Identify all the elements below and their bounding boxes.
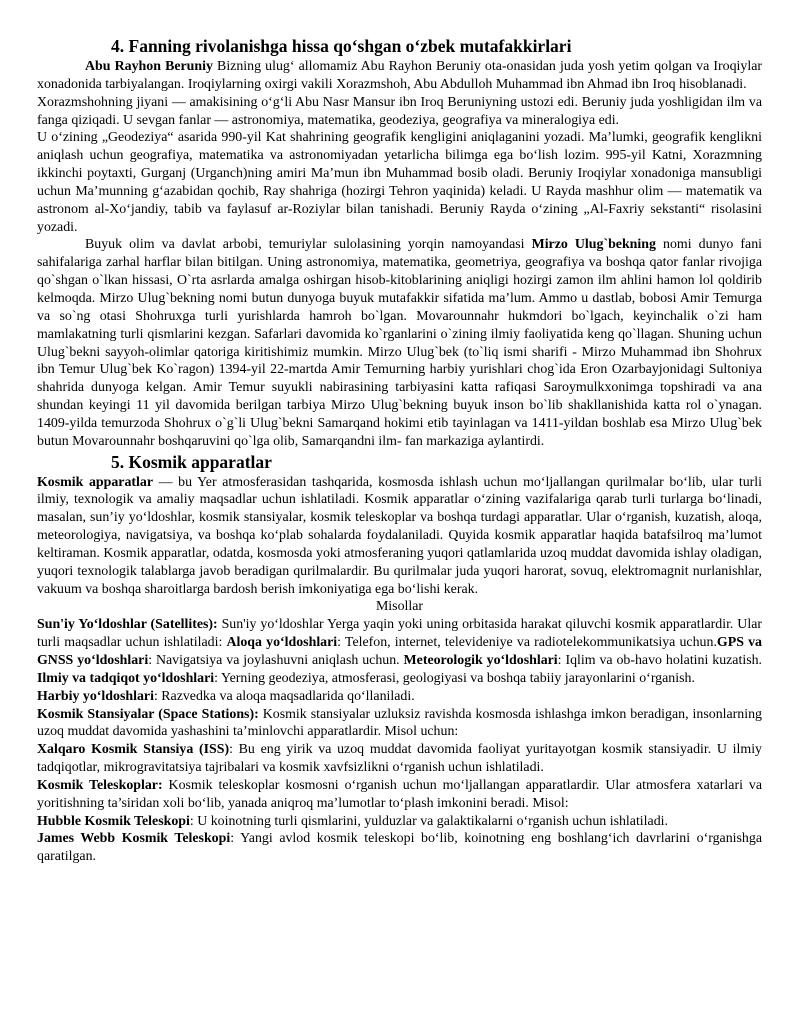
paragraph-james-webb bbox=[37, 830, 762, 866]
paragraph-iss bbox=[37, 741, 762, 777]
section-4-heading: 4. Fanning rivolanishga hissa qo‘shgan o‘zbek mutafakkirlari bbox=[111, 36, 572, 56]
paragraph-satellites bbox=[37, 616, 762, 687]
paragraph-ulugbek bbox=[37, 236, 762, 450]
paragraph-text: Kosmik teleskoplar kosmosni o‘rganish uchun mo‘ljallangan apparatlardir. Ular atmosfera xatarlari va yoritishning ta’siridan xoli bo‘lib, yanada aniqroq ma’lumotlar to‘plash imkonini beradi. Misol: bbox=[37, 777, 762, 811]
bold-term: James Webb Kosmik Teleskopi bbox=[37, 831, 231, 847]
bold-term: Aloqa yo‘ldoshlari bbox=[226, 635, 338, 651]
paragraph-text: Buyuk olim va davlat arbobi, temuriylar sulolasining yorqin namoyandasi bbox=[85, 237, 532, 253]
paragraph-space-telescopes bbox=[37, 777, 762, 813]
paragraph-text: — bu Yer atmosferasidan tashqarida, kosmosda ishlash uchun mo‘ljallangan qurilmalar bo‘lib, ular turli ilmiy, texnologik va amaliy maqsadlar uchun ishlatiladi. Kosmik apparatlar o‘zining vazifalariga qarab turli turlarga bo‘linadi, masalan, sun’iy yo‘ldoshlar, kosmik stansiyalar, kosmik teleskoplar va boshqa turdagi apparatlar. Ular o‘rganish, kuzatish, aloqa, meteorologiya, navigatsiya, va boshqa ko‘plab sohalarda foydalaniladi. Quyida kosmik apparatlar haqida batafsilroq ma’lumot keltiraman. Kosmik apparatlar, odatda, kosmosda yoki atmosferaning yuqori qatlamlarida uzoq muddat davomida ishlay oladigan, yuqori texnologik talablarga javob beradigan qurilmalardir. Bu qurilmalar juda yuqori harorat, sovuq, elektromagnit nurlanishlar, vakuum va boshqa sharoitlarga bardosh berish imkoniyatiga ega bo‘lishi kerak. bbox=[37, 474, 762, 597]
bold-term: Kosmik Teleskoplar: bbox=[37, 777, 163, 793]
paragraph-text: Kosmik stansiyalar uzluksiz ravishda kosmosda ishlashga imkon beradigan, insonlarning uzoq muddat davomida yashashini ta’minlovchi apparatlardir. Misol uchun: bbox=[37, 706, 763, 740]
paragraph-beruniy-teacher: Xorazmshohning jiyani — amakisining o‘g‘li Abu Nasr Mansur ibn Iroq Beruniyning ustozi edi. Beruniy juda yoshligidan ilm va fanga qiziqadi. U sevgan fanlar — astronomiya, matematika, geodeziya, geografiya va mineralogiya edi. bbox=[37, 94, 762, 128]
bold-term: Kosmik Stansiyalar (Space Stations): bbox=[37, 706, 259, 722]
bold-term: Ilmiy va tadqiqot yo‘ldoshlari bbox=[37, 670, 215, 686]
bold-term: GPS va GNSS yo‘ldoshlari bbox=[37, 635, 762, 668]
bold-term: Hubble Kosmik Teleskopi bbox=[37, 813, 190, 829]
paragraph-text: Sun'iy yo‘ldoshlar Yerga yaqin yoki uning orbitasida harakat qiluvchi kosmik apparatlardir. Ular turli maqsadlar uchun ishlatiladi: bbox=[37, 617, 762, 651]
paragraph-text: : Bu eng yirik va uzoq muddat davomida faoliyat yuritayotgan kosmik stansiyadir. U ilmiy tadqiqotlar, mikrogravitatsiya tajribalari va kosmik xavfsizlikni o‘rganish uchun ishlatiladi. bbox=[37, 742, 762, 776]
paragraph-hubble bbox=[37, 813, 762, 831]
paragraph-space-apparatus bbox=[37, 474, 762, 599]
bold-term: Meteorologik yo‘ldoshlari bbox=[403, 653, 558, 668]
paragraph-space-stations bbox=[37, 706, 762, 742]
bold-term: Sun'iy Yo‘ldoshlar (Satellites): bbox=[37, 617, 218, 633]
paragraph-text: : Iqlim va ob-havo holatini kuzatish. bbox=[557, 653, 763, 668]
paragraph-text: : Yerning geodeziya, atmosferasi, geologiyasi va boshqa tabiiy jarayonlarini o‘rganish. bbox=[214, 670, 695, 686]
paragraph-text: Bizning ulug‘ allomamiz Abu Rayhon Beruniy ota-onasidan juda yosh yetim qolgan va Iroqiylar xonadonida tarbiyalangan. Iroqiylarning oxirgi vakili Xorazmshoh, Abu Abdulloh Muhammad ibn Ahmad ibn Iroq hisoblanadi. bbox=[37, 59, 762, 92]
bold-term: Mirzo Ulug`bekning bbox=[531, 237, 656, 253]
bold-term: Harbiy yo‘ldoshlari bbox=[37, 688, 154, 704]
paragraph-beruniy-geodesy: U o‘zining „Geodeziya“ asarida 990-yil Kat shahrining geografik kengligini aniqlaganini yozadi. Ma’lumki, geografik kenglikni aniqlash uchun geografiya, matematika va astronomiyadan yetarlicha bilimga ega bo‘lish lozim. 995-yil Katni, Xorazmning ikkinchi poytaxti, Gurganj (Urganch)ning amiri Ma’mun ibn Muhammad bosib oladi. Beruniy Iroqiylar xonadoniga mansubligi uchun Ma’munning g‘azabidan qochib, Ray shahriga (hozirgi Tehron yaqinida) keladi. U Rayda mashhur olim — matematik va astronom al-Xo‘jandiy, tabib va faylasuf ar-Roziylar bilan tanishadi. Beruniy Rayda o‘zining „Al-Faxriy sekstanti“ risolasini yozadi. bbox=[37, 130, 762, 235]
paragraph-text: : Yangi avlod kosmik teleskopi bo‘lib, koinotning eng boshlang‘ich davrlarini o‘rganishga qaratilgan. bbox=[37, 831, 762, 865]
paragraph-military-satellites bbox=[37, 688, 762, 706]
examples-title: Misollar bbox=[375, 599, 424, 615]
section-5-heading: 5. Kosmik apparatlar bbox=[111, 451, 272, 472]
paragraph-text: : Razvedka va aloqa maqsadlarida qo‘llaniladi. bbox=[153, 688, 415, 704]
paragraph-text: : Telefon, internet, televideniye va radiotelekommunikatsiya uchun. bbox=[337, 635, 717, 651]
paragraph-beruniy-intro bbox=[37, 58, 762, 94]
paragraph-text: : U koinotning turli qismlarini, yulduzlar va galaktikalarni o‘rganish uchun ishlatiladi. bbox=[189, 813, 668, 829]
bold-term: Xalqaro Kosmik Stansiya (ISS) bbox=[37, 742, 230, 758]
paragraph-text: nomi dunyo fani sahifalariga zarhal harflar bilan bitilgan. Uning astronomiya, matematika, geometriya, geografiya va boshqa qator fanlar rivojiga qo`shgan o`lkan hissasi, O`rta asrlarda amalga oshirgan hisob-kitoblarining aniqligi hozirgi zamon ilm ahlini hamon lol qoldirib kelmoqda. Mirzo Ulug`bekning nomi butun dunyoga buyuk mutafakkir sifatida ma’lum. Ammo u dastlab, bobosi Amir Temurga va so`ng otasi Shohruxga turli yurishlarda hamroh bo`lgan. Movarounnahr hukmdori bo`lgach, keyinchalik o`zi ham mamlakatning turli qismlarini kezgan. Safarlari davomida ko`rganlarini o`zining ilmiy faoliyatida keng qo`llagan. Shuning uchun Ulug`bekni sayyoh-olimlar qatoriga kiritishimiz mumkin. Mirzo Ulug`bek (to`liq ismi sharifi - Mirzo Muhammad ibn Shohrux ibn Temur Ulug`bek Ko`ragon) 1394-yil 22-martda Amir Temurning harbiy yurishlari chog`ida Eron Ozarbayjonidagi Sultoniya shahrida dunyoga kelgan. Amir Temur suyukli nabirasining tarbiyasini katta rafiqasi Saroymulkxonimga topshiradi va ana shundan keyingi 11 yil davomida berilgan tarbiya Mirzo Ulug`bekning buyuk inson bo`lib shakllanishida katta rol o`ynagan. 1409-yilda temurzoda Shohrux o`g`li Ulug`bekni Samarqand hokimi etib tayinlagan va 1411-yildan boshlab esa Mirzo Ulug`bek butun Movarounnahr boshqaruvini qo`lga olib, Samarqandni ilm- fan markaziga aylantirdi. bbox=[37, 237, 762, 449]
bold-term: Abu Rayhon Beruniy bbox=[85, 59, 213, 74]
paragraph-text: : Navigatsiya va joylashuvni aniqlash uchun. bbox=[148, 653, 404, 668]
bold-term: Kosmik apparatlar bbox=[37, 474, 153, 490]
